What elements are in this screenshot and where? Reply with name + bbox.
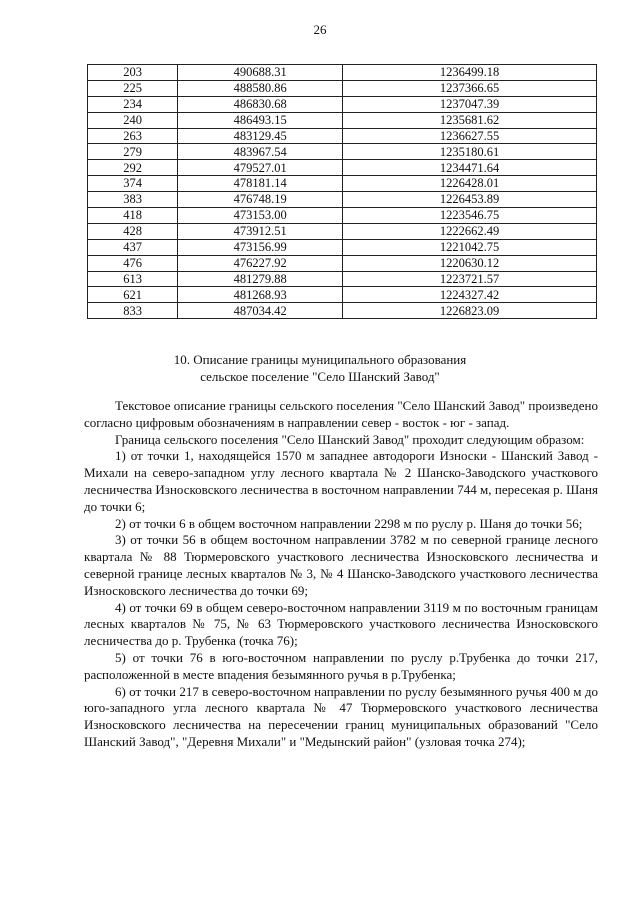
- paragraph-point-5: 5) от точки 76 в юго-восточном направлении по руслу р.Трубенка до точки 217, расположенной в месте впадения безымянного ручья в р.Трубенка;: [84, 649, 598, 682]
- boundary-description: [84, 398, 598, 751]
- table-row: [88, 128, 597, 144]
- point-number-cell: 383: [88, 192, 178, 208]
- x-coordinate-cell: 490688.31: [178, 65, 343, 81]
- point-number-cell: 263: [88, 128, 178, 144]
- table-row: [88, 160, 597, 176]
- section-heading-line-2: сельское поселение "Село Шанский Завод": [200, 369, 440, 384]
- table-row: [88, 144, 597, 160]
- point-number-cell: 374: [88, 176, 178, 192]
- y-coordinate-cell: 1226823.09: [343, 303, 597, 319]
- paragraph-point-1: 1) от точки 1, находящейся 1570 м западнее автодороги Износки - Шанский Завод - Михали на северо-западном углу лесного квартала № 2 Шанско-Заводского участкового лесничества Износковского лесничества в восточном направлении 744 м, пересекая р. Шаня до точки 6;: [84, 448, 598, 514]
- x-coordinate-cell: 486830.68: [178, 96, 343, 112]
- point-number-cell: 476: [88, 255, 178, 271]
- paragraph-point-2: 2) от точки 6 в общем восточном направлении 2298 м по руслу р. Шаня до точки 56;: [115, 515, 583, 531]
- x-coordinate-cell: 473912.51: [178, 223, 343, 239]
- table-row: [88, 112, 597, 128]
- table-row: [88, 239, 597, 255]
- point-number-cell: 437: [88, 239, 178, 255]
- x-coordinate-cell: 481268.93: [178, 287, 343, 303]
- y-coordinate-cell: 1236627.55: [343, 128, 597, 144]
- section-heading: [0, 351, 640, 385]
- section-heading-line-1: 10. Описание границы муниципального образования: [173, 352, 467, 367]
- page-number: 26: [313, 22, 327, 37]
- y-coordinate-cell: 1224327.42: [343, 287, 597, 303]
- x-coordinate-cell: 481279.88: [178, 271, 343, 287]
- x-coordinate-cell: 473156.99: [178, 239, 343, 255]
- y-coordinate-cell: 1223721.57: [343, 271, 597, 287]
- y-coordinate-cell: 1234471.64: [343, 160, 597, 176]
- y-coordinate-cell: 1237047.39: [343, 96, 597, 112]
- point-number-cell: 279: [88, 144, 178, 160]
- table-row: [88, 223, 597, 239]
- x-coordinate-cell: 486493.15: [178, 112, 343, 128]
- point-number-cell: 225: [88, 80, 178, 96]
- point-number-cell: 234: [88, 96, 178, 112]
- x-coordinate-cell: 483129.45: [178, 128, 343, 144]
- point-number-cell: 203: [88, 65, 178, 81]
- y-coordinate-cell: 1226428.01: [343, 176, 597, 192]
- y-coordinate-cell: 1221042.75: [343, 239, 597, 255]
- table-row: [88, 80, 597, 96]
- y-coordinate-cell: 1220630.12: [343, 255, 597, 271]
- point-number-cell: 292: [88, 160, 178, 176]
- x-coordinate-cell: 478181.14: [178, 176, 343, 192]
- point-number-cell: 240: [88, 112, 178, 128]
- y-coordinate-cell: 1223546.75: [343, 208, 597, 224]
- paragraph-boundary-header: Граница сельского поселения "Село Шанский Завод" проходит следующим образом:: [115, 431, 585, 447]
- y-coordinate-cell: 1235180.61: [343, 144, 597, 160]
- x-coordinate-cell: 476748.19: [178, 192, 343, 208]
- y-coordinate-cell: 1222662.49: [343, 223, 597, 239]
- table-row: [88, 287, 597, 303]
- point-number-cell: 621: [88, 287, 178, 303]
- x-coordinate-cell: 483967.54: [178, 144, 343, 160]
- paragraph-point-3: 3) от точки 56 в общем восточном направлении 3782 м по северной границе лесного квартала № 88 Тюрмеровского участкового лесничества Износковского лесничества и северной границе лесных кварталов № 3, № 4 Шанско-Заводского участкового лесничества Износковского лесничества до точки 69;: [84, 532, 598, 598]
- x-coordinate-cell: 476227.92: [178, 255, 343, 271]
- table-row: [88, 255, 597, 271]
- y-coordinate-cell: 1235681.62: [343, 112, 597, 128]
- point-number-cell: 833: [88, 303, 178, 319]
- x-coordinate-cell: 473153.00: [178, 208, 343, 224]
- paragraph-point-6: 6) от точки 217 в северо-восточном направлении по руслу безымянного ручья 400 м до юго-западного угла лесного квартала № 47 Тюрмеровского участкового лесничества Износковского лесничества на пересечении границ муниципальных образований "Село Шанский Завод", "Деревня Михали" и "Медынский район" (узловая точка 274);: [84, 683, 598, 749]
- table-row: [88, 208, 597, 224]
- x-coordinate-cell: 487034.42: [178, 303, 343, 319]
- table-row: [88, 271, 597, 287]
- coordinates-table: [87, 64, 597, 319]
- x-coordinate-cell: 479527.01: [178, 160, 343, 176]
- paragraph-intro: Текстовое описание границы сельского поселения "Село Шанский Завод" произведено согласно цифровым обозначениям в направлении север - восток - юг - запад.: [84, 398, 598, 430]
- point-number-cell: 428: [88, 223, 178, 239]
- table-row: [88, 65, 597, 81]
- table-row: [88, 192, 597, 208]
- point-number-cell: 613: [88, 271, 178, 287]
- y-coordinate-cell: 1236499.18: [343, 65, 597, 81]
- paragraph-point-4: 4) от точки 69 в общем северо-восточном направлении 3119 м по восточным границам лесных кварталов № 75, № 63 Тюрмеровского участкового лесничества Износковского лесничества до р. Трубенка (точка 76);: [84, 599, 598, 649]
- point-number-cell: 418: [88, 208, 178, 224]
- x-coordinate-cell: 488580.86: [178, 80, 343, 96]
- table-row: [88, 176, 597, 192]
- y-coordinate-cell: 1226453.89: [343, 192, 597, 208]
- coordinates-table-body: [88, 65, 597, 319]
- table-row: [88, 96, 597, 112]
- table-row: [88, 303, 597, 319]
- y-coordinate-cell: 1237366.65: [343, 80, 597, 96]
